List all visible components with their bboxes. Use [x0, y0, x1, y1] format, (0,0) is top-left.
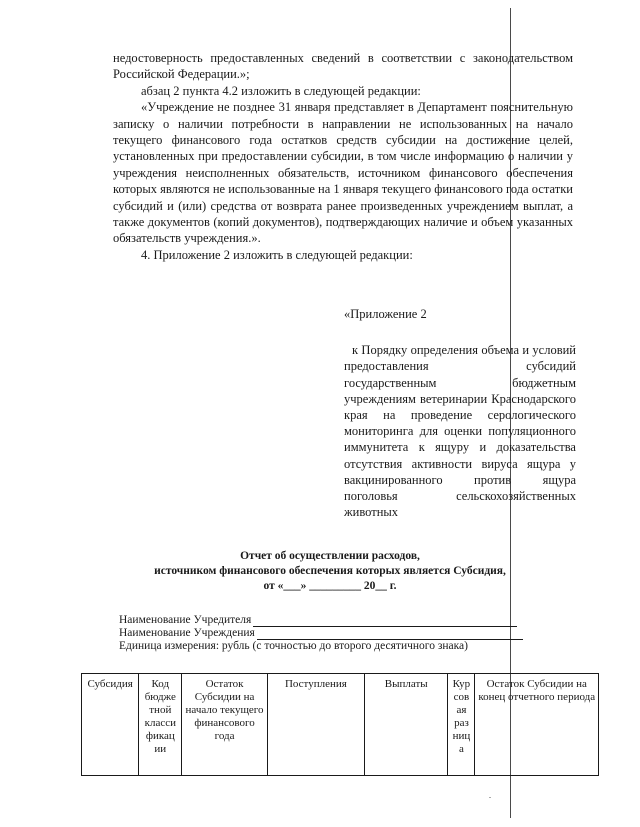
table-header-row: [82, 674, 599, 776]
report-title: [110, 549, 550, 594]
document-body: [113, 50, 573, 263]
institution-label: Наименование Учреждения: [119, 627, 255, 639]
col-receipts: Поступления: [267, 674, 364, 776]
founder-field: [119, 614, 539, 627]
founder-blank-line: [253, 615, 517, 627]
paragraph-item-4: 4. Приложение 2 изложить в следующей редакции:: [141, 247, 413, 262]
institution-field: [119, 627, 539, 640]
report-table: [81, 673, 599, 776]
unit-field: [119, 640, 539, 653]
col-subsidy: Субсидия: [82, 674, 139, 776]
report-fields: [119, 614, 539, 653]
report-title-line-1: Отчет об осуществлении расходов,: [240, 550, 420, 562]
appendix-title: «Приложение 2: [344, 307, 427, 321]
col-budget-code: Код бюдже тной класси фикац ии: [139, 674, 182, 776]
report-title-line-3: от «___» _________ 20__ г.: [263, 580, 397, 592]
unit-label: Единица измерения: рубль (с точностью до второго десятичного знака): [119, 640, 468, 652]
paragraph-amendment-quote: «Учреждение не позднее 31 января представляет в Департамент пояснительную записку о наличии потребности в направлении не использованных на начало текущего финансового года остатков средств субсидии на достижение целей, установленных при предоставлении субсидии, в том числе информацию о наличии у учреждения неисполненных обязательств, источником финансового обеспечения которых являются не использованные на 1 января текущего финансового года остатки субсидий и (или) средства от возврата ранее произведенных учреждением выплат, а также документов (копий документов), подтверждающих наличие и объем указанных обязательств учреждения.».: [113, 100, 573, 246]
appendix-header: [344, 306, 576, 520]
col-opening-balance: Остаток Субсидии на начало текущего финансового года: [182, 674, 267, 776]
institution-blank-line: [257, 628, 523, 640]
paragraph-amendment-intro: абзац 2 пункта 4.2 изложить в следующей редакции:: [141, 83, 421, 98]
scan-speck: [489, 797, 491, 798]
col-closing-balance: Остаток Субсидии на конец отчетного периода: [475, 674, 599, 776]
col-exchange-diff: Кур сов ая раз ниц а: [448, 674, 475, 776]
report-title-line-2: источником финансового обеспечения которых является Субсидия,: [154, 565, 506, 577]
founder-label: Наименование Учредителя: [119, 614, 252, 626]
paragraph-continuation: недостоверность предоставленных сведений в соответствии с законодательством Российской Федерации.»;: [113, 51, 573, 82]
appendix-description: к Порядку определения объема и условий предоставления субсидий государственным бюджетным учреждениям ветеринарии Краснодарского края на проведение серологического мониторинга для оценки популяционного иммунитета к ящуру и доказательства отсутствия активности вируса ящура у вакцинированного против ящура поголовья сельскохозяйственных животных: [344, 343, 576, 520]
col-payments: Выплаты: [365, 674, 448, 776]
